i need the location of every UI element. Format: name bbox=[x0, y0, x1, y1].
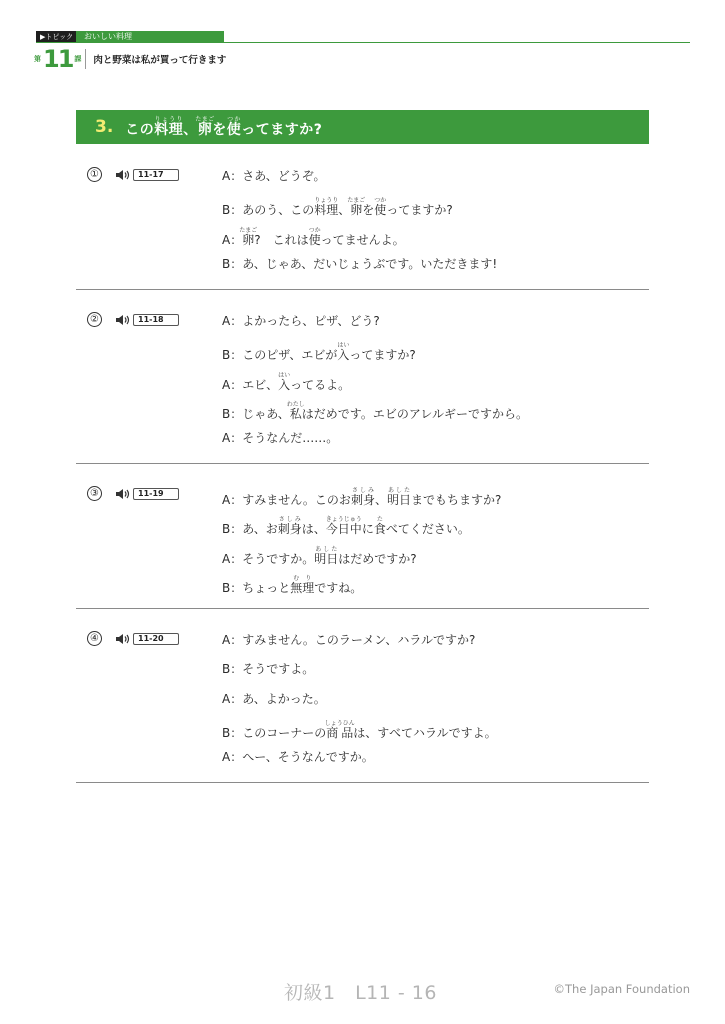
section-divider bbox=[76, 289, 649, 290]
line-text: A：へー、そうなんですか。 bbox=[222, 750, 374, 765]
header-rule bbox=[36, 42, 690, 43]
audio-play-button[interactable] bbox=[115, 632, 179, 646]
ruby-word: 使つか bbox=[374, 197, 387, 218]
dialogue-line bbox=[222, 487, 501, 508]
line-text: べてください。 bbox=[385, 522, 470, 537]
dialogue-line bbox=[222, 342, 416, 363]
line-text: 、 bbox=[338, 203, 351, 218]
line-text: B：あのう、この bbox=[222, 203, 315, 218]
ruby-word: 今日中きょうじゅう bbox=[325, 516, 362, 537]
ruby-word: 卵たまご bbox=[239, 226, 258, 247]
line-text: A：すみません。このラーメン、ハラルですか? bbox=[222, 633, 476, 647]
audio-play-button[interactable] bbox=[115, 168, 179, 182]
ruby-word: 刺身さしみ bbox=[350, 487, 375, 507]
section-title-part: 、 bbox=[183, 121, 198, 138]
section-divider bbox=[76, 608, 649, 609]
line-text: A： bbox=[222, 232, 243, 247]
section-title-ruby: 使つか bbox=[226, 115, 242, 138]
dialogue-line bbox=[222, 430, 338, 446]
line-text: ですね。 bbox=[314, 580, 363, 595]
ruby-word: 無理むり bbox=[290, 574, 315, 595]
dialogue-line bbox=[222, 168, 326, 184]
ruby-word: 明日あした bbox=[386, 487, 411, 507]
lesson-separator bbox=[85, 49, 86, 69]
speaker-icon bbox=[115, 313, 131, 327]
dialogue-line bbox=[222, 516, 470, 537]
line-text: ってますか? bbox=[349, 348, 416, 363]
ruby-word: 私わたし bbox=[286, 400, 305, 421]
line-text: A：さあ、どうぞ。 bbox=[222, 169, 326, 183]
line-text: A：そうなんだ……。 bbox=[222, 431, 339, 446]
line-text: A：エビ、 bbox=[222, 377, 279, 392]
line-text: B：あ、じゃあ、だいじょうぶです。いただきます! bbox=[222, 256, 498, 271]
ruby-word: 入はい bbox=[337, 342, 350, 363]
line-text: 、 bbox=[374, 493, 387, 507]
section-title bbox=[125, 116, 322, 139]
ruby-word: 料理りょうり bbox=[314, 197, 339, 218]
dialogue-number: ② bbox=[87, 312, 102, 327]
line-text: ってませんよ。 bbox=[320, 232, 405, 247]
speaker-icon bbox=[115, 168, 131, 182]
section-title-part: ってますか? bbox=[241, 121, 323, 138]
section-title-part: この bbox=[125, 121, 155, 138]
dialogue-line bbox=[222, 661, 314, 677]
line-text: A：よかったら、ピザ、どう? bbox=[222, 314, 380, 328]
dialogue-line bbox=[222, 720, 497, 741]
ruby-word: 卵たまご bbox=[347, 197, 366, 218]
line-text: B：あ、お bbox=[222, 522, 278, 537]
line-text: B：ちょっと bbox=[222, 580, 291, 595]
topic-title: おいしい料理 bbox=[76, 31, 224, 43]
section-heading bbox=[76, 110, 649, 144]
speaker-icon bbox=[115, 632, 131, 646]
line-text: に bbox=[361, 522, 374, 537]
lesson-title: 肉と野菜は私が買って行きます bbox=[93, 55, 227, 66]
line-text: ってるよ。 bbox=[290, 377, 351, 392]
line-text: A：そうですか。 bbox=[222, 551, 315, 566]
line-text: はだめですか? bbox=[338, 551, 417, 566]
ruby-word: 使つか bbox=[308, 226, 321, 247]
dialogue-line bbox=[222, 632, 475, 648]
dialogue-line bbox=[222, 313, 380, 329]
section-title-ruby: 料理りょうり bbox=[154, 115, 184, 138]
line-text: ってますか? bbox=[386, 203, 453, 218]
line-text: B：このピザ、エビが bbox=[222, 348, 338, 363]
ruby-word: 明日あした bbox=[314, 545, 339, 566]
copyright: ©The Japan Foundation bbox=[553, 982, 690, 996]
ruby-word: 食た bbox=[373, 516, 386, 537]
dialogue-line bbox=[222, 227, 405, 248]
dialogue-line bbox=[222, 546, 417, 567]
line-text: は、すべてハラルですよ。 bbox=[353, 725, 497, 740]
speaker-icon bbox=[115, 487, 131, 501]
dialogue-line bbox=[222, 372, 350, 393]
ruby-word: 入はい bbox=[278, 371, 291, 392]
audio-play-button[interactable] bbox=[115, 487, 179, 501]
audio-track-code: 11-20 bbox=[133, 633, 179, 645]
ruby-word: 商品しょうひん bbox=[324, 719, 355, 740]
topic-label: ▶トピック bbox=[36, 31, 76, 43]
dialogue-number: ③ bbox=[87, 486, 102, 501]
dialogue-line bbox=[222, 749, 374, 765]
audio-track-code: 11-17 bbox=[133, 169, 179, 181]
lesson-block bbox=[34, 45, 226, 73]
lesson-number: 11 bbox=[43, 45, 73, 73]
line-text: は、 bbox=[301, 522, 326, 537]
page-number: 初級1 L11 - 16 bbox=[284, 982, 437, 1004]
section-title-ruby: 卵たまご bbox=[195, 115, 215, 138]
line-text: までもちますか? bbox=[410, 493, 502, 507]
line-text: B：このコーナーの bbox=[222, 725, 327, 740]
line-text: B：じゃあ、 bbox=[222, 406, 290, 421]
line-text: はだめです。エビのアレルギーですから。 bbox=[301, 406, 529, 421]
dialogue-line bbox=[222, 401, 528, 422]
dialogue-line bbox=[222, 256, 497, 272]
line-text: ? これは bbox=[254, 232, 309, 247]
ruby-word: 刺身さしみ bbox=[277, 516, 302, 537]
lesson-suffix: 課 bbox=[74, 55, 82, 63]
section-number: 3. bbox=[95, 117, 114, 137]
audio-track-code: 11-19 bbox=[133, 488, 179, 500]
section-divider bbox=[76, 463, 649, 464]
line-text: B：そうですよ。 bbox=[222, 662, 315, 677]
audio-track-code: 11-18 bbox=[133, 314, 179, 326]
dialogue-number: ④ bbox=[87, 631, 102, 646]
line-text: を bbox=[362, 203, 375, 218]
dialogue-number: ① bbox=[87, 167, 102, 182]
section-divider bbox=[76, 782, 649, 783]
section-title-part: を bbox=[212, 121, 227, 138]
audio-play-button[interactable] bbox=[115, 313, 179, 327]
lesson-prefix: 第 bbox=[34, 55, 41, 63]
dialogue-line bbox=[222, 197, 453, 218]
line-text: A：すみません。このお bbox=[222, 493, 351, 507]
dialogue-line bbox=[222, 575, 362, 596]
line-text: A：あ、よかった。 bbox=[222, 691, 326, 706]
dialogue-line bbox=[222, 691, 326, 707]
